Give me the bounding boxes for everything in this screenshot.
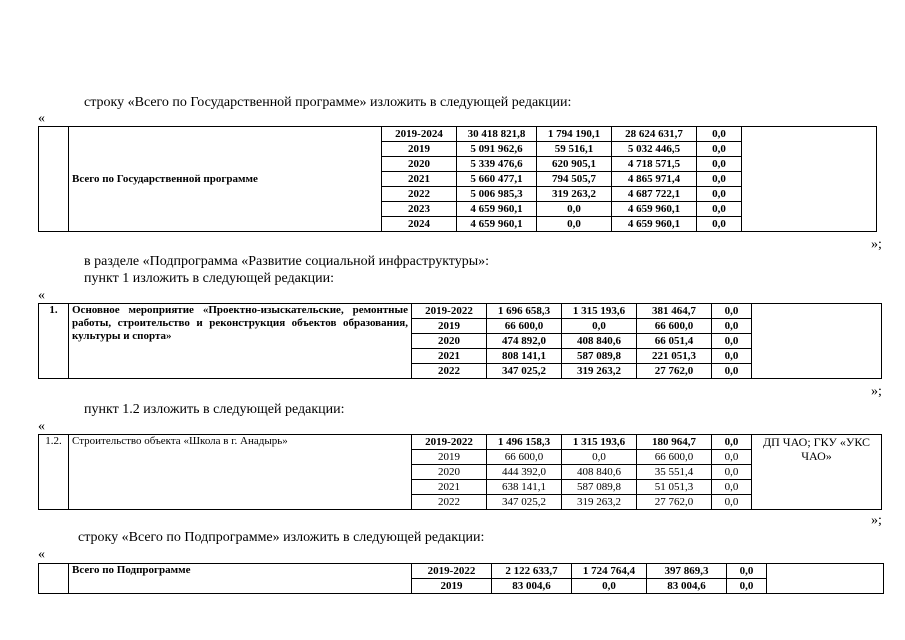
federal-cell: 1 724 764,4	[572, 564, 647, 579]
period-cell: 2019-2024	[382, 127, 457, 142]
total-cell: 83 004,6	[492, 579, 572, 594]
total-cell: 1 496 158,3	[487, 435, 562, 450]
total-cell: 30 418 821,8	[457, 127, 537, 142]
period-cell: 2022	[412, 364, 487, 379]
item-name-cell: Основное мероприятие «Проектно-изыскательские, ремонтные работы, строительство и реконструкция объектов образования, культуры и спорта»	[69, 304, 412, 379]
table-body	[39, 304, 882, 379]
total-cell: 4 659 960,1	[457, 202, 537, 217]
executor-cell: ДП ЧАО; ГКУ «УКС ЧАО»	[752, 435, 882, 510]
item-name-cell: Всего по Государственной программе	[69, 127, 382, 232]
table-row	[39, 304, 882, 319]
federal-cell: 1 794 190,1	[537, 127, 612, 142]
table-total-state-program	[38, 126, 877, 232]
regional-cell: 5 032 446,5	[612, 142, 697, 157]
federal-cell: 0,0	[562, 450, 637, 465]
regional-cell: 66 051,4	[637, 334, 712, 349]
table-body	[39, 435, 882, 510]
other-cell: 0,0	[697, 142, 742, 157]
period-cell: 2019-2022	[412, 564, 492, 579]
period-cell: 2019	[412, 579, 492, 594]
opening-quote: «	[38, 111, 45, 126]
regional-cell: 28 624 631,7	[612, 127, 697, 142]
instruction-text: пункт 1 изложить в следующей редакции:	[84, 271, 334, 286]
item-name-cell: Всего по Подпрограмме	[69, 564, 412, 594]
instruction-text: строку «Всего по Государственной программе» изложить в следующей редакции:	[84, 95, 572, 110]
period-cell: 2019	[382, 142, 457, 157]
regional-cell: 221 051,3	[637, 349, 712, 364]
regional-cell: 4 718 571,5	[612, 157, 697, 172]
item-name-cell: Строительство объекта «Школа в г. Анадырь»	[69, 435, 412, 510]
federal-cell: 620 905,1	[537, 157, 612, 172]
regional-cell: 397 869,3	[647, 564, 727, 579]
other-cell: 0,0	[712, 435, 752, 450]
period-cell: 2022	[382, 187, 457, 202]
item-number-cell	[39, 564, 69, 594]
section-text: в разделе «Подпрограмма «Развитие социальной инфраструктуры»:	[84, 254, 490, 269]
period-cell: 2020	[412, 465, 487, 480]
period-cell: 2019-2022	[412, 304, 487, 319]
table-body	[39, 127, 877, 232]
period-cell: 2019	[412, 319, 487, 334]
instruction-text: строку «Всего по Подпрограмме» изложить в следующей редакции:	[78, 530, 485, 545]
regional-cell: 35 551,4	[637, 465, 712, 480]
federal-cell: 0,0	[572, 579, 647, 594]
total-cell: 347 025,2	[487, 364, 562, 379]
period-cell: 2022	[412, 495, 487, 510]
total-cell: 2 122 633,7	[492, 564, 572, 579]
regional-cell: 83 004,6	[647, 579, 727, 594]
opening-quote: «	[38, 547, 45, 562]
table-body	[39, 564, 884, 594]
federal-cell: 587 089,8	[562, 349, 637, 364]
other-cell: 0,0	[727, 579, 767, 594]
executor-cell	[752, 304, 882, 379]
other-cell: 0,0	[697, 202, 742, 217]
period-cell: 2021	[412, 480, 487, 495]
regional-cell: 4 865 971,4	[612, 172, 697, 187]
item-number-cell: 1.2.	[39, 435, 69, 510]
other-cell: 0,0	[697, 217, 742, 232]
federal-cell: 59 516,1	[537, 142, 612, 157]
federal-cell: 587 089,8	[562, 480, 637, 495]
other-cell: 0,0	[697, 172, 742, 187]
closing-quote: »;	[871, 513, 882, 528]
other-cell: 0,0	[697, 187, 742, 202]
other-cell: 0,0	[727, 564, 767, 579]
regional-cell: 4 659 960,1	[612, 217, 697, 232]
other-cell: 0,0	[697, 157, 742, 172]
regional-cell: 180 964,7	[637, 435, 712, 450]
federal-cell: 0,0	[537, 217, 612, 232]
period-cell: 2020	[412, 334, 487, 349]
total-cell: 5 660 477,1	[457, 172, 537, 187]
period-cell: 2020	[382, 157, 457, 172]
other-cell: 0,0	[712, 334, 752, 349]
other-cell: 0,0	[697, 127, 742, 142]
executor-cell	[767, 564, 884, 594]
federal-cell: 408 840,6	[562, 334, 637, 349]
other-cell: 0,0	[712, 495, 752, 510]
regional-cell: 51 051,3	[637, 480, 712, 495]
regional-cell: 4 687 722,1	[612, 187, 697, 202]
instruction-text: пункт 1.2 изложить в следующей редакции:	[84, 402, 345, 417]
federal-cell: 1 315 193,6	[562, 435, 637, 450]
federal-cell: 794 505,7	[537, 172, 612, 187]
total-cell: 347 025,2	[487, 495, 562, 510]
federal-cell: 0,0	[537, 202, 612, 217]
period-cell: 2019	[412, 450, 487, 465]
total-cell: 66 600,0	[487, 319, 562, 334]
total-cell: 474 892,0	[487, 334, 562, 349]
period-cell: 2019-2022	[412, 435, 487, 450]
other-cell: 0,0	[712, 349, 752, 364]
regional-cell: 27 762,0	[637, 495, 712, 510]
opening-quote: «	[38, 419, 45, 434]
other-cell: 0,0	[712, 364, 752, 379]
total-cell: 444 392,0	[487, 465, 562, 480]
regional-cell: 381 464,7	[637, 304, 712, 319]
total-cell: 1 696 658,3	[487, 304, 562, 319]
regional-cell: 66 600,0	[637, 319, 712, 334]
total-cell: 808 141,1	[487, 349, 562, 364]
opening-quote: «	[38, 288, 45, 303]
federal-cell: 0,0	[562, 319, 637, 334]
period-cell: 2024	[382, 217, 457, 232]
federal-cell: 319 263,2	[537, 187, 612, 202]
table-total-subprogram	[38, 563, 884, 594]
regional-cell: 4 659 960,1	[612, 202, 697, 217]
federal-cell: 319 263,2	[562, 364, 637, 379]
item-number-cell	[39, 127, 69, 232]
other-cell: 0,0	[712, 304, 752, 319]
other-cell: 0,0	[712, 465, 752, 480]
other-cell: 0,0	[712, 480, 752, 495]
period-cell: 2021	[382, 172, 457, 187]
table-item-1	[38, 303, 882, 379]
total-cell: 5 006 985,3	[457, 187, 537, 202]
item-number-cell: 1.	[39, 304, 69, 379]
total-cell: 638 141,1	[487, 480, 562, 495]
period-cell: 2023	[382, 202, 457, 217]
federal-cell: 1 315 193,6	[562, 304, 637, 319]
table-row	[39, 127, 877, 142]
total-cell: 66 600,0	[487, 450, 562, 465]
table-row	[39, 564, 884, 579]
table-item-1-2	[38, 434, 882, 510]
period-cell: 2021	[412, 349, 487, 364]
other-cell: 0,0	[712, 450, 752, 465]
regional-cell: 27 762,0	[637, 364, 712, 379]
regional-cell: 66 600,0	[637, 450, 712, 465]
other-cell: 0,0	[712, 319, 752, 334]
total-cell: 5 339 476,6	[457, 157, 537, 172]
closing-quote: »;	[871, 384, 882, 399]
total-cell: 4 659 960,1	[457, 217, 537, 232]
executor-cell	[742, 127, 877, 232]
table-row	[39, 435, 882, 450]
closing-quote: »;	[871, 237, 882, 252]
total-cell: 5 091 962,6	[457, 142, 537, 157]
federal-cell: 319 263,2	[562, 495, 637, 510]
federal-cell: 408 840,6	[562, 465, 637, 480]
